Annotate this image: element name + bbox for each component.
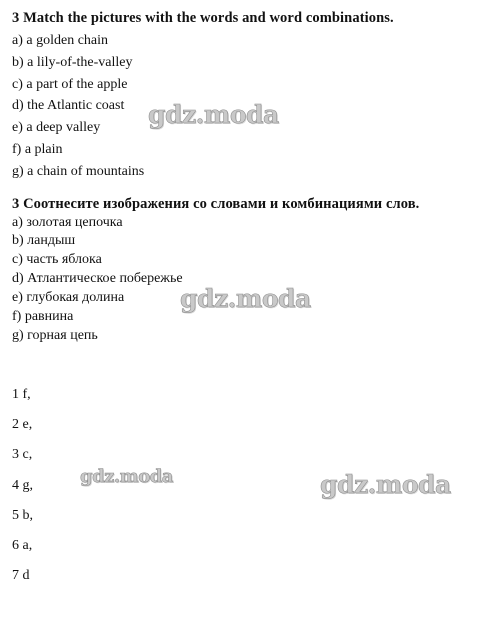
english-item-b: b) a lily-of-the-valley: [12, 55, 133, 70]
answer-6: 6 a,: [12, 538, 33, 553]
watermark-top: gdz.moda: [148, 100, 279, 129]
answer-7: 7 d: [12, 568, 30, 583]
english-item-f: f) a plain: [12, 142, 63, 157]
answer-2: 2 e,: [12, 417, 33, 432]
russian-item-g: g) горная цепь: [12, 328, 98, 343]
russian-heading: 3 Соотнесите изображения со словами и комбинациями слов.: [12, 196, 420, 212]
russian-item-e: e) глубокая долина: [12, 290, 125, 305]
watermark-bottom-right: gdz.moda: [320, 470, 451, 499]
answer-3: 3 c,: [12, 447, 33, 462]
russian-item-b: b) ландыш: [12, 233, 76, 248]
answer-5: 5 b,: [12, 508, 33, 523]
russian-item-f: f) равнина: [12, 309, 74, 324]
english-item-c: c) a part of the apple: [12, 77, 128, 92]
russian-item-d: d) Атлантическое побережье: [12, 271, 183, 286]
russian-item-c: c) часть яблока: [12, 252, 102, 267]
english-item-e: e) a deep valley: [12, 120, 101, 135]
english-item-a: a) a golden chain: [12, 33, 109, 48]
russian-item-a: a) золотая цепочка: [12, 215, 123, 230]
watermark-bottom-left: gdz.moda: [80, 466, 173, 487]
answer-4: 4 g,: [12, 478, 33, 493]
answer-1: 1 f,: [12, 387, 31, 402]
english-heading: 3 Match the pictures with the words and word combinations.: [12, 10, 394, 26]
english-item-g: g) a chain of mountains: [12, 164, 145, 179]
watermark-middle: gdz.moda: [180, 284, 311, 313]
english-item-d: d) the Atlantic coast: [12, 98, 125, 113]
